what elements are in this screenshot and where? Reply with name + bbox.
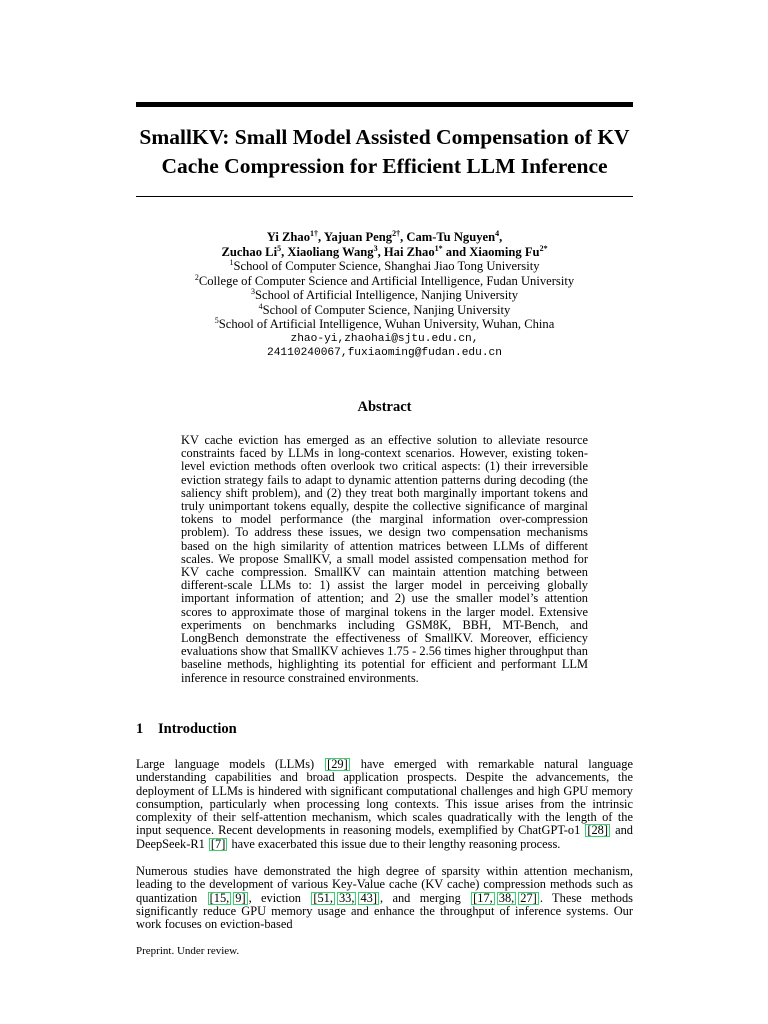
citation-link[interactable]: 38, [498, 890, 515, 905]
author-name: Zuchao Li [221, 244, 278, 259]
top-rule [136, 102, 633, 107]
title-line-2: Cache Compression for Efficient LLM Inference [161, 154, 608, 178]
affiliation-line [120, 288, 649, 303]
citation-link[interactable]: [7] [210, 836, 226, 851]
citation-link[interactable]: 33, [338, 890, 355, 905]
author-name: , Yajuan Peng [318, 230, 393, 244]
citation-link[interactable]: 27] [520, 890, 537, 905]
author-block [120, 230, 649, 361]
footer-note: Preprint. Under review. [136, 945, 240, 957]
citation-link[interactable]: 43] [360, 890, 377, 905]
author-affiliation-mark: 1* [434, 243, 443, 253]
email-line-2: 24110240067,fuxiaoming@fudan.edu.cn [267, 347, 502, 359]
paragraph-text: Large language models (LLMs) [136, 757, 325, 771]
section-number: 1 [136, 721, 144, 737]
affiliation-text: School of Artificial Intelligence, Nanjing University [254, 288, 518, 302]
paragraph-text: , eviction [248, 890, 311, 905]
citation-link[interactable]: [17, [473, 890, 493, 905]
author-name: , Cam-Tu Nguyen [400, 230, 496, 244]
affiliation-text: College of Computer Science and Artificial Intelligence, Fudan University [198, 273, 575, 288]
affiliation-mark: 5 [214, 315, 219, 325]
author-name: , Hai Zhao [377, 244, 435, 259]
affiliation-mark: 4 [258, 301, 263, 311]
citation-link[interactable]: [28] [587, 823, 609, 838]
section-title: Introduction [158, 721, 237, 737]
abstract-text: KV cache eviction has emerged as an effective solution to alleviate resource constraints faced by LLMs in long-context scenarios. However, existing token-level eviction methods often overlook two critical aspects: (1) their irreversible eviction strategy fails to adapt to dynamic attention patterns during decoding (the saliency shift problem), and (2) they treat both marginally important tokens and truly unimportant tokens equally, despite the collective significance of marginal tokens to model performance (the marginal information over-compression problem). To address these issues, we design two compensation mechanisms based on the high similarity of attention matrices between LLMs of different scales. We propose SmallKV, a small model assisted compensation method for KV cache compression. SmallKV can maintain attention matching between different-scale LLMs to: 1) assist the larger model in perceiving globally important information of attention; and 2) use the smaller model’s attention scores to approximate those of marginal tokens in the larger model. Extensive experiments on benchmarks including GSM8K, BBH, MT-Bench, and LongBench demonstrate the effectiveness of SmallKV. Moreover, efficiency evaluations show that SmallKV achieves 1.75 - 2.56 times higher throughput than baseline methods, highlighting its potential for efficient and performant LLM inference in resource constrained environments. [181, 433, 588, 685]
paper-title [120, 123, 649, 181]
author-name: and Xiaoming Fu [442, 244, 540, 259]
author-affiliation-mark: 5 [277, 243, 282, 253]
email-line-1: zhao-yi,zhaohai@sjtu.edu.cn, [290, 332, 479, 345]
author-affiliation-mark: 3 [373, 243, 378, 253]
affiliation-text: School of Computer Science, Shanghai Jiao Tong University [233, 259, 540, 273]
intro-paragraph-2 [136, 865, 633, 931]
affiliation-mark: 3 [250, 286, 255, 296]
author-affiliation-mark: 1† [310, 228, 318, 238]
affiliation-text: School of Computer Science, Nanjing University [262, 302, 511, 317]
affiliation-line [120, 303, 649, 318]
author-affiliation-mark: 2† [392, 228, 401, 238]
affiliation-text: School of Artificial Intelligence, Wuhan University, Wuhan, China [218, 317, 555, 331]
title-rule [136, 196, 633, 197]
author-name: , [499, 230, 503, 244]
author-name: , Xiaoliang Wang [281, 244, 374, 259]
citation-link[interactable]: [15, [209, 890, 230, 905]
paragraph-text: . These methods significantly reduce GPU memory usage and enhance the throughput of inference systems. Our work focuses on eviction-based [136, 890, 633, 932]
affiliations [120, 259, 649, 332]
intro-paragraph-1 [136, 758, 633, 851]
citation-link[interactable]: 9] [235, 890, 246, 905]
paragraph-text: Numerous studies have demonstrated the high degree of sparsity within attention mechanism, leading to the development of various Key-Value cache (KV cache) compression methods such as quantization [136, 864, 633, 905]
paragraph-text: and DeepSeek-R1 [136, 823, 633, 851]
affiliation-line [120, 317, 649, 332]
citation-link[interactable]: [51, [313, 890, 333, 905]
affiliation-mark: 1 [229, 257, 234, 267]
paragraph-text: , and merging [379, 890, 471, 905]
author-line-2 [120, 245, 649, 260]
author-affiliation-mark: 2* [539, 243, 548, 253]
section-heading-introduction [136, 721, 237, 738]
author-affiliation-mark: 4 [495, 228, 500, 238]
title-line-1: SmallKV: Small Model Assisted Compensation of KV [139, 125, 630, 149]
author-line-1 [120, 230, 649, 245]
paragraph-text: have exacerbated this issue due to their lengthy reasoning process. [228, 836, 561, 851]
affiliation-mark: 2 [194, 272, 199, 282]
abstract-heading: Abstract [357, 399, 412, 415]
affiliation-line [120, 259, 649, 274]
author-name: Yi Zhao [266, 230, 310, 244]
paragraph-text: have emerged with remarkable natural language understanding capabilities and broad application prospects. Despite the advancements, the deployment of LLMs is hindered with significant computational challenges and high GPU memory consumption, particularly when processing long contexts. This issue arises from the intrinsic complexity of their self-attention mechanism, which scales quadratically with the length of the input sequence. Recent developments in reasoning models, exemplified by ChatGPT-o1 [136, 757, 633, 838]
affiliation-line [120, 274, 649, 289]
citation-link[interactable]: [29] [327, 757, 348, 771]
